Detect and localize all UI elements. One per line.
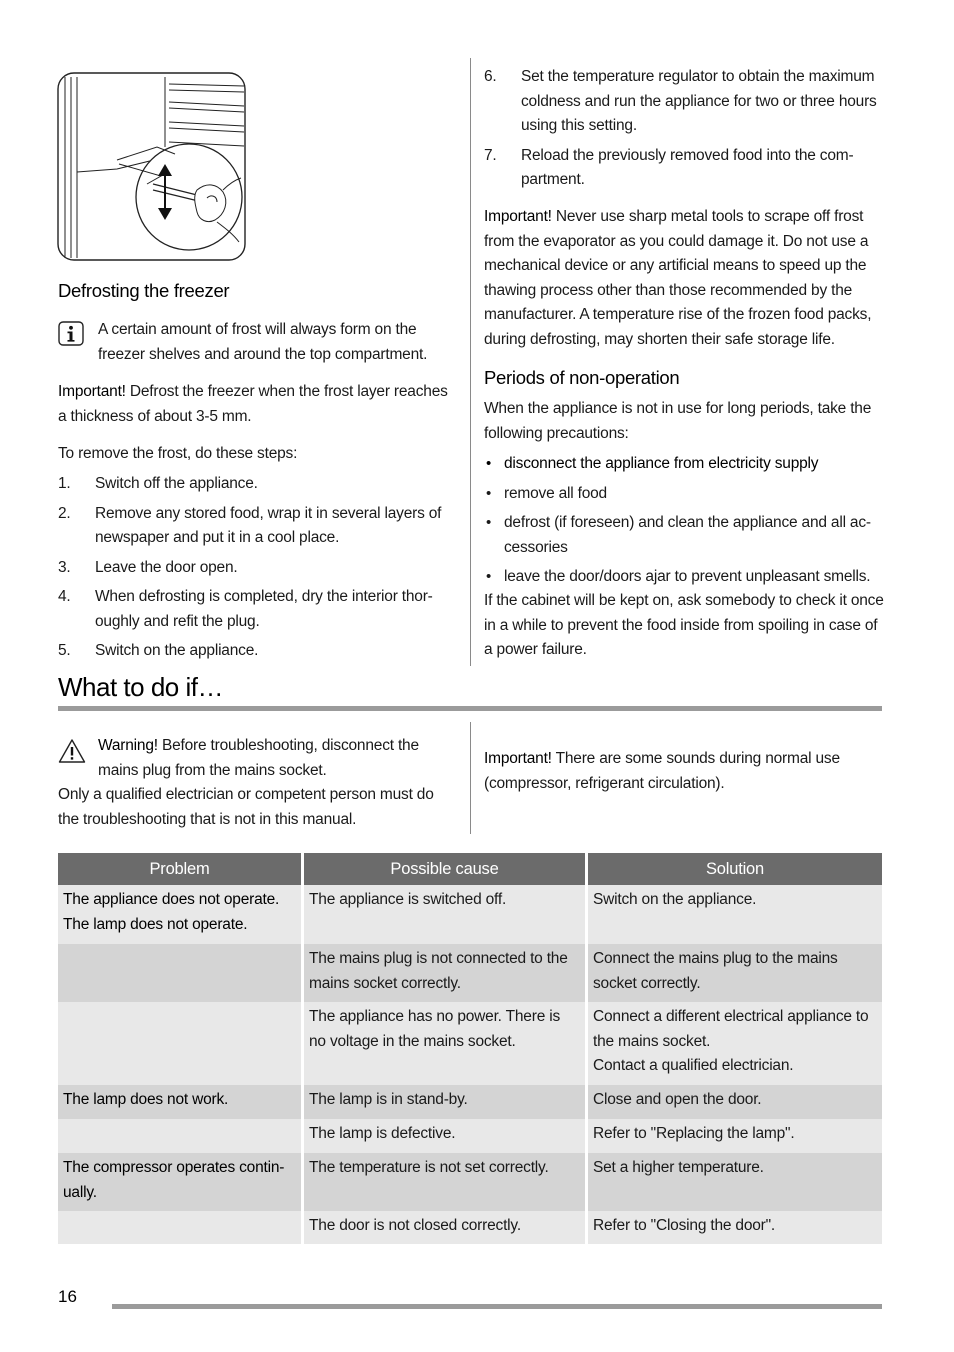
cause-cell: The appliance has no power. There is no voltage in the mains socket.	[304, 1002, 585, 1085]
left-important-paragraph	[58, 380, 453, 429]
important-text: Never use sharp metal tools to scrape off frost from the evaporator as you could damage it. Do not use a mechanical device or any artificial means to speed up the thawing process other than those recommended by the manufacturer. A temperature rise of the frozen food packs, during defrosting, may shorten their safe storage life.	[484, 208, 872, 348]
cause-cell: The temperature is not set correctly.	[304, 1153, 585, 1211]
solution-cell: Refer to "Replacing the lamp".	[588, 1119, 882, 1153]
precautions-list	[484, 452, 884, 590]
cause-cell: The lamp is in stand-by.	[304, 1085, 585, 1119]
list-item: 5. Switch on the appliance.	[58, 642, 259, 659]
list-item: • disconnect the appliance from electricity supply	[484, 452, 884, 477]
problem-cell: The compressor operates contin-ually.	[58, 1153, 301, 1211]
column-divider	[470, 722, 471, 834]
steps-intro: To remove the frost, do these steps:	[58, 445, 298, 462]
table-row	[58, 885, 882, 944]
what-to-do-heading: What to do if…	[58, 672, 223, 702]
problem-cell	[58, 1002, 301, 1085]
info-icon	[58, 321, 84, 346]
info-note: A certain amount of frost will always form on the freezer shelves and around the top compartment.	[98, 321, 428, 363]
important-text: There are some sounds during normal use (compressor, refrigerant circulation).	[484, 750, 840, 792]
periods-heading: Periods of non-operation	[484, 367, 680, 388]
table-row	[58, 1211, 882, 1244]
column-divider	[470, 58, 471, 666]
problem-cell: The lamp does not work.	[58, 1085, 301, 1119]
column-header-problem: Problem	[58, 853, 301, 885]
column-header-solution: Solution	[588, 853, 882, 885]
page-number: 16	[58, 1287, 77, 1306]
solution-cell: Switch on the appliance.	[588, 885, 882, 944]
warning-paragraph	[98, 734, 448, 783]
column-header-cause: Possible cause	[304, 853, 585, 885]
list-item: 7. Reload the previously removed food into the com-partment.	[484, 146, 854, 188]
cause-cell: The mains plug is not connected to the mains socket correctly.	[304, 944, 585, 1002]
warning-label: Warning!	[98, 737, 158, 754]
right-important-paragraph	[484, 205, 884, 352]
list-item: 4. When defrosting is completed, dry the interior thor-oughly and refit the plug.	[58, 588, 433, 630]
problem-cell	[58, 944, 301, 1002]
important-text: Defrost the freezer when the frost layer reaches a thickness of about 3-5 mm.	[58, 383, 448, 425]
problem-cell	[58, 1119, 301, 1153]
section-rule	[58, 706, 882, 711]
table-row	[58, 1119, 882, 1153]
qualified-note: Only a qualified electrician or competent person must do the troubleshooting that is not in this manual.	[58, 786, 434, 828]
solution-cell: Close and open the door.	[588, 1085, 882, 1119]
table-row	[58, 944, 882, 1002]
table-row	[58, 1153, 882, 1211]
troubleshooting-table	[55, 853, 885, 1244]
cause-cell: The appliance is switched off.	[304, 885, 585, 944]
footer-rule	[112, 1304, 882, 1309]
cause-cell: The lamp is defective.	[304, 1119, 585, 1153]
warning-icon	[58, 738, 86, 764]
defrost-heading: Defrosting the freezer	[58, 280, 230, 301]
periods-intro: When the appliance is not in use for long periods, take the following precautions:	[484, 400, 872, 442]
important-label: Important!	[484, 208, 552, 225]
cabinet-note: If the cabinet will be kept on, ask somebody to check it once in a while to prevent the food inside from spoiling in case of a power failure.	[484, 592, 884, 658]
right-steps-list	[484, 65, 884, 193]
solution-cell: Refer to "Closing the door".	[588, 1211, 882, 1244]
list-item: 3. Leave the door open.	[58, 558, 238, 576]
defrost-steps-list	[58, 472, 453, 664]
table-row	[58, 1002, 882, 1085]
sounds-important-paragraph	[484, 747, 884, 796]
list-item: 2. Remove any stored food, wrap it in several layers of newspaper and put it in a cool place.	[58, 504, 442, 546]
problem-cell	[58, 1211, 301, 1244]
solution-cell: Connect a different electrical appliance to the mains socket. Contact a qualified electrician.	[588, 1002, 882, 1085]
important-label: Important!	[484, 750, 552, 767]
important-label: Important!	[58, 383, 126, 400]
cause-cell: The door is not closed correctly.	[304, 1211, 585, 1244]
list-item: • remove all food	[484, 482, 884, 507]
table-header-row	[58, 853, 882, 885]
list-item: 6. Set the temperature regulator to obtain the maximum coldness and run the appliance for two or three hours using this setting.	[484, 68, 877, 134]
list-item: • defrost (if foreseen) and clean the appliance and all ac-cessories	[484, 511, 884, 560]
list-item: 1. Switch off the appliance.	[58, 475, 258, 492]
solution-cell: Connect the mains plug to the mains socket correctly.	[588, 944, 882, 1002]
problem-cell: The appliance does not operate. The lamp does not operate.	[58, 885, 301, 944]
list-item: • leave the door/doors ajar to prevent unpleasant smells.	[484, 565, 884, 590]
table-row	[58, 1085, 882, 1119]
warning-text: Before troubleshooting, disconnect the mains plug from the mains socket.	[98, 737, 419, 779]
freezer-illustration	[57, 72, 247, 262]
solution-cell: Set a higher temperature.	[588, 1153, 882, 1211]
